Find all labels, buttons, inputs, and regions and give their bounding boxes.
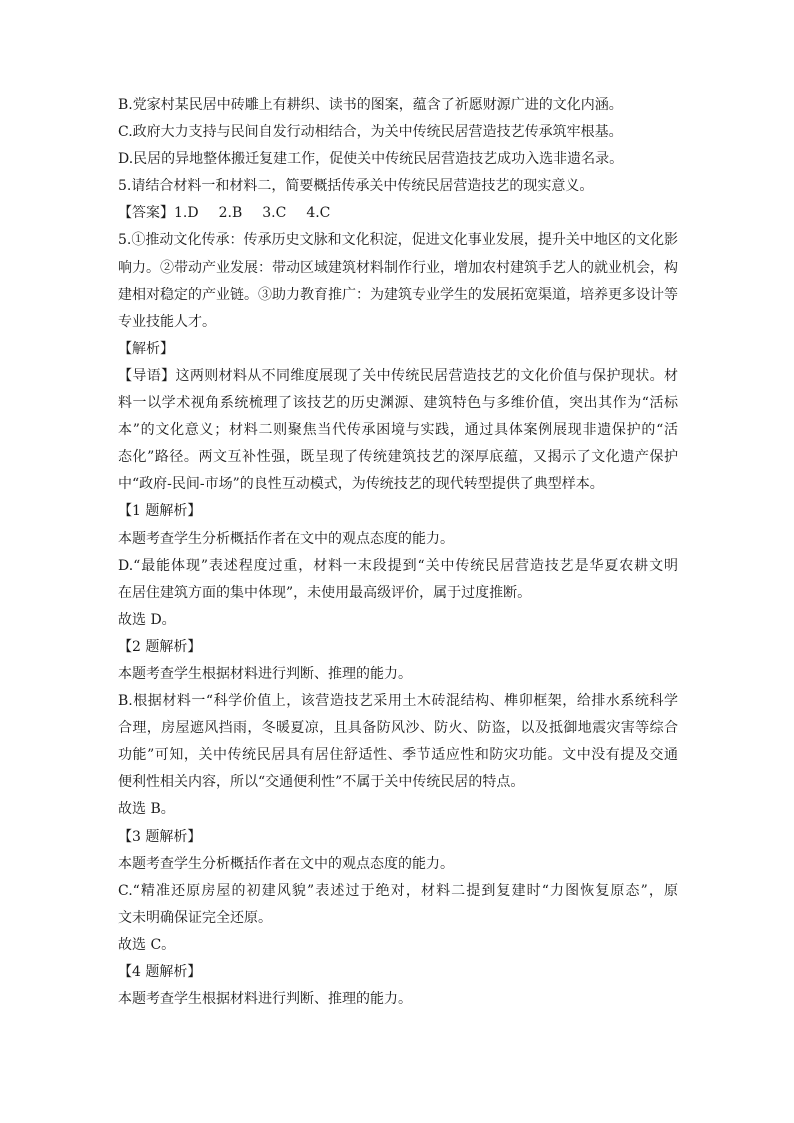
q4-analysis-text: 本题考查学生根据材料进行判断、推理的能力。: [118, 991, 412, 1008]
q1-analysis-text: D.“最能体现”表述程度过重，材料一末段提到“关中传统民居营造技艺是华夏农耕文明: [118, 557, 678, 574]
answer-item: 2.B: [218, 205, 243, 222]
answer-5-line: 专业技能人才。: [118, 313, 216, 330]
answer-item: 1.D: [174, 205, 199, 222]
q2-analysis-text: 本题考查学生根据材料进行判断、推理的能力。: [118, 665, 412, 682]
q3-choice: 故选 C。: [118, 936, 176, 953]
q3-analysis-text: C.“精准还原房屋的初建风貌”表述过于绝对，材料二提到复建时“力图恢复原态”，原: [118, 882, 678, 899]
answer-5-line: 5.①推动文化传承：传承历史文脉和文化积淀，促进文化事业发展，提升关中地区的文化影: [118, 232, 678, 249]
q4-analysis-heading: 【4 题解析】: [118, 964, 202, 980]
q2-choice: 故选 B。: [118, 801, 175, 818]
q1-analysis-heading: 【1 题解析】: [118, 503, 202, 520]
answer-line: [118, 200, 678, 227]
intro-line: 态化”路径。两文互补性强，既呈现了传统建筑技艺的深厚底蕴，又揭示了文化遗产保护: [118, 449, 678, 466]
q1-choice: 故选 D。: [118, 611, 176, 628]
intro-line: 本”的文化意义；材料二则聚焦当代传承困境与实践，通过具体案例展现非遗保护的“活: [118, 422, 678, 439]
q2-analysis-heading: 【2 题解析】: [118, 638, 202, 655]
intro-line: 【导语】这两则材料从不同维度展现了关中传统民居营造技艺的文化价值与保护现状。材: [118, 367, 678, 384]
q2-analysis-text: 便利性相关内容，所以“交通便利性”不属于关中传统民居的特点。: [118, 774, 525, 791]
answer-label: 【答案】: [118, 205, 174, 222]
answer-5-line: 响力。②带动产业发展：带动区域建筑材料制作行业，增加农村建筑手艺人的就业机会，构: [118, 259, 678, 276]
answer-item: 4.C: [306, 205, 331, 222]
option-b: B.党家村某民居中砖雕上有耕织、读书的图案，蕴含了祈愿财源广进的文化内涵。: [118, 97, 623, 113]
intro-line: 料一以学术视角系统梳理了该技艺的历史渊源、建筑特色与多维价值，突出其作为“活标: [118, 395, 678, 412]
q3-analysis-text: 本题考查学生分析概括作者在文中的观点态度的能力。: [118, 855, 454, 872]
q2-analysis-text: 功能”可知，关中传统民居具有居住舒适性、季节适应性和防灾功能。文中没有提及交通: [118, 747, 678, 764]
question-5: 5.请结合材料一和材料二，简要概括传承关中传统民居营造技艺的现实意义。: [118, 178, 594, 195]
option-c: C.政府大力支持与民间自发行动相结合，为关中传统民居营造技艺传承筑牢根基。: [118, 124, 623, 141]
intro-line: 中“政府-民间-市场”的良性互动模式，为传统技艺的现代转型提供了典型样本。: [118, 476, 604, 493]
answer-item: 3.C: [262, 205, 287, 222]
q1-analysis-text: 本题考查学生分析概括作者在文中的观点态度的能力。: [118, 530, 454, 547]
q2-analysis-text: B.根据材料一“科学价值上，该营造技艺采用土木砖混结构、榫卯框架，给排水系统科学: [118, 693, 678, 710]
analysis-heading: 【解析】: [118, 340, 174, 357]
q3-analysis-text: 文未明确保证完全还原。: [118, 909, 272, 926]
document-body: [118, 92, 678, 1013]
q3-analysis-heading: 【3 题解析】: [118, 828, 202, 845]
q1-analysis-text: 在居住建筑方面的集中体现”，未使用最高级评价，属于过度推断。: [118, 584, 532, 601]
option-d: D.民居的异地整体搬迁复建工作，促使关中传统民居营造技艺成功入选非遗名录。: [118, 151, 624, 168]
q2-analysis-text: 合理，房屋遮风挡雨，冬暖夏凉，且具备防风沙、防火、防盗，以及抵御地震灾害等综合: [118, 720, 678, 737]
answer-5-line: 建相对稳定的产业链。③助力教育推广：为建筑专业学生的发展拓宽渠道，培养更多设计等: [118, 286, 678, 303]
